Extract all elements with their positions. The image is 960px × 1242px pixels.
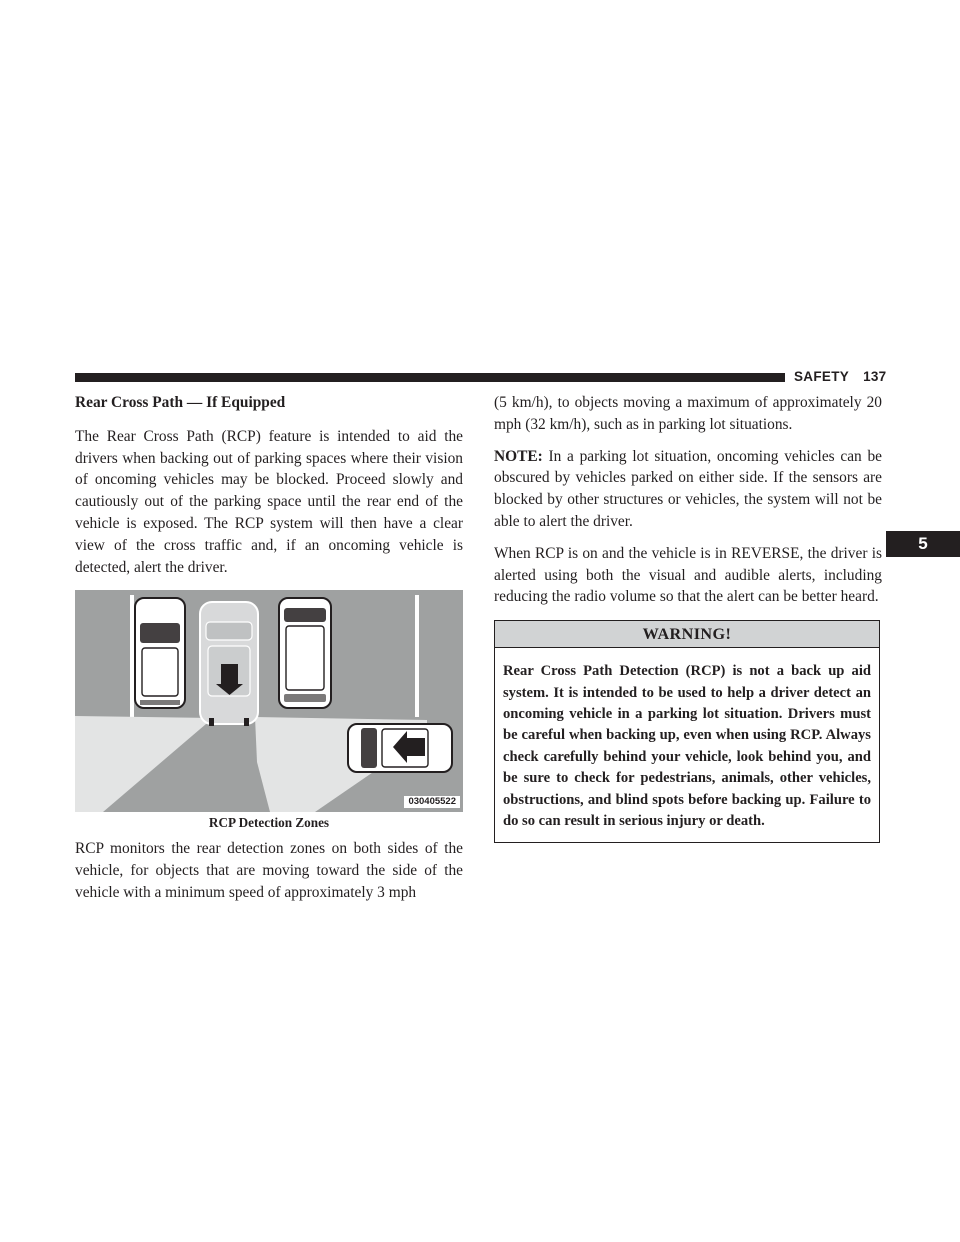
note-label: NOTE: xyxy=(494,447,543,465)
warning-body: Rear Cross Path Detection (RCP) is not a back up aid system. It is intended to be used to help a driver detect an oncoming vehicle in a parking lot situation. Drivers must be careful when backing up, even when using RCP. Always check carefully behind your vehicle, look behind you, and be sure to check for pedestrians, animals, other vehicles, obstructions, and blind spots before backing up. Failure to do so can result in serious injury or death. xyxy=(503,663,871,830)
parked-car-right xyxy=(279,598,331,708)
detection-zone-left xyxy=(75,716,213,812)
warning-title: WARNING! xyxy=(495,621,879,648)
figure-code: 030405522 xyxy=(404,796,460,808)
rcp-detection-figure xyxy=(75,590,463,812)
continuation-paragraph: (5 km/h), to objects moving a maximum of approximately 20 mph (32 km/h), such as in parking lot situations. xyxy=(494,394,882,433)
parking-line xyxy=(415,595,419,717)
figure-caption: RCP Detection Zones xyxy=(208,815,330,831)
page-number: 137 xyxy=(863,369,887,384)
intro-paragraph: The Rear Cross Path (RCP) feature is intended to aid the drivers when backing out of parking spaces where their vision of oncoming vehicles may be blocked. Proceed slowly and cautiously out of the parking space until the rear end of the vehicle is exposed. The RCP system will then have a clear view of the cross traffic and, if an oncoming vehicle is detected, alert the driver. xyxy=(75,427,463,576)
running-header xyxy=(794,367,887,387)
section-title: SAFETY xyxy=(794,369,850,384)
rcp-illustration xyxy=(75,590,463,812)
parked-car-left xyxy=(135,598,185,708)
note-text: In a parking lot situation, oncoming vehicles can be obscured by vehicles parked on either side. If the sensors are blocked by other structures or vehicles, the system will not be able to alert the driver. xyxy=(494,447,882,530)
warning-box xyxy=(494,620,880,843)
oncoming-vehicle xyxy=(348,724,452,772)
reversing-vehicle xyxy=(200,602,258,726)
reverse-paragraph: When RCP is on and the vehicle is in REVERSE, the driver is alerted using both the visual and audible alerts, including reducing the radio volume so that the alert can be better heard. xyxy=(494,544,882,606)
body-paragraph: RCP monitors the rear detection zones on both sides of the vehicle, for objects that are moving toward the side of the vehicle with a minimum speed of approximately 3 mph xyxy=(75,840,463,901)
left-column xyxy=(75,392,463,916)
parking-line xyxy=(130,595,134,720)
note-paragraph xyxy=(494,446,882,533)
chapter-tab: 5 xyxy=(886,531,960,557)
section-heading: Rear Cross Path — If Equipped xyxy=(75,394,286,411)
header-rule xyxy=(75,373,785,382)
right-column xyxy=(494,392,882,843)
